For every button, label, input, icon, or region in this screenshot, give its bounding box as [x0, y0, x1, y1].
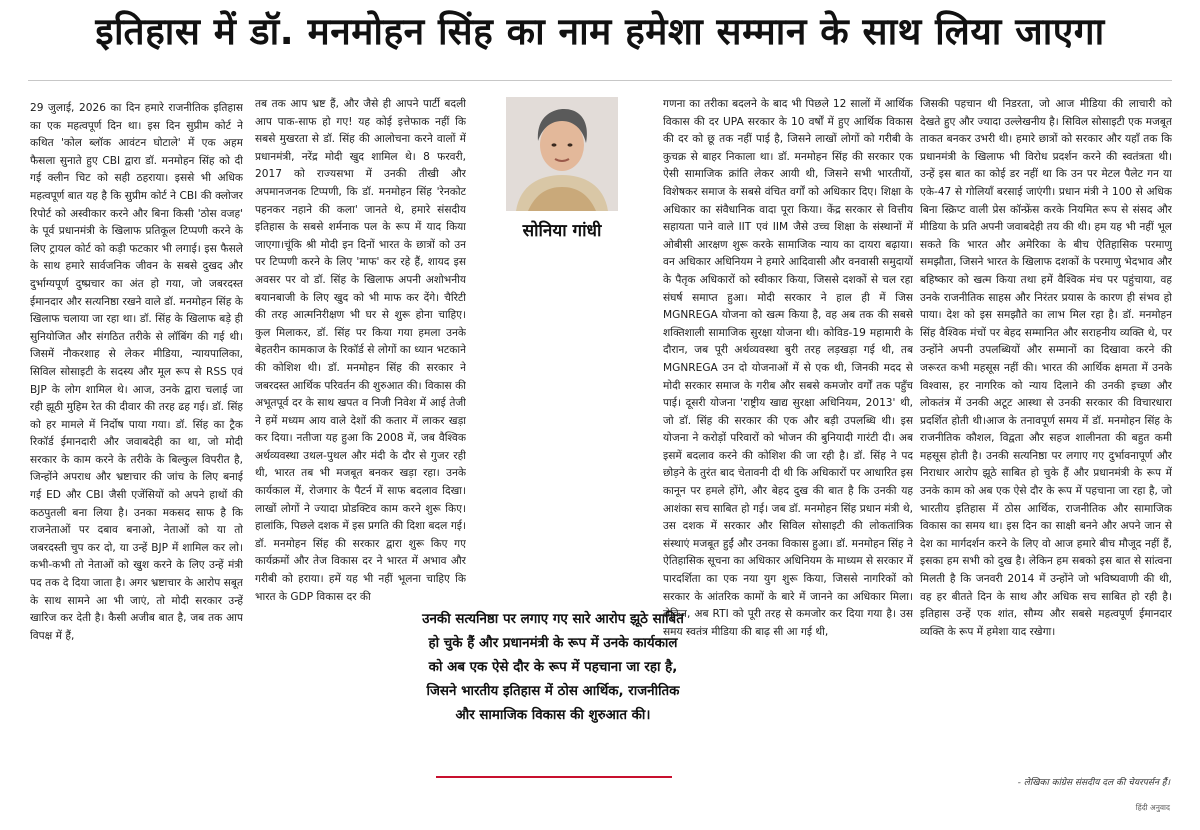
headline: इतिहास में डॉ. मनमोहन सिंह का नाम हमेशा सम्मान के साथ लिया जाएगा	[95, 10, 1105, 53]
headline-rule	[28, 80, 1172, 81]
article-column-3	[663, 96, 913, 786]
article-column-4	[920, 96, 1172, 766]
column-2-text: तब तक आप भ्रष्ट हैं, और जैसे ही आपने पार्टी बदली आप पाक-साफ हो गए! यह कोई इत्तेफाक नहीं कि सबसे मुखरता से डॉ. सिंह की आलोचना करने वालों में प्रधानमंत्री, नरेंद्र मोदी खुद शामिल थे। 8 फरवरी, 2017 को राज्यसभा में उनकी तीखी और अपमानजनक टिप्पणी, कि डॉ. मनमोहन सिंह 'रेनकोट पहनकर नहाने की कला' जानते थे, हमारे संसदीय इतिहास के सबसे शर्मनाक पल के रूप में याद किया जाएगा।चूंकि श्री मोदी इन दिनों भारत के छात्रों को उन पर टिप्पणी करने के लिए 'माफ' कर रहे हैं, शायद इस अवसर पर वो डॉ. सिंह के खिलाफ अपनी अशोभनीय बयानबाजी के लिए खुद को भी माफ कर देंगे। चैरिटी की तरह आत्मनिरीक्षण भी घर से शुरू होना चाहिए। कुल मिलाकर, डॉ. सिंह पर किया गया हमला उनके बेहतरीन कामकाज के रिकॉर्ड से लोगों का ध्यान भटकाने की कोशिश थी। डॉ. मनमोहन सिंह की सरकार ने जबरदस्त आर्थिक परिवर्तन की शुरुआत की। विकास की अभूतपूर्व दर के साथ खपत व निजी निवेश में आई तेजी ने हमें मध्यम आय वाले देशों की कतार में लाकर खड़ा कर दिया। नतीजा यह हुआ कि 2008 में, जब वैश्विक अर्थव्यवस्था उथल-पुथल और मंदी के दौर से गुजर रही थी, भारत तब भी मजबूत बनकर खड़ा रहा। उनके कार्यकाल में, रोजगार के पैटर्न में साफ बदलाव दिखा। लाखों लोगों ने ज्यादा प्रोडक्टिव काम करने शुरू किए। हालांकि, पिछले दशक में इस प्रगति की दिशा बदल गई। डॉ. मनमोहन सिंह की सरकार द्वारा शुरू किए गए कार्यक्रमों और तेज विकास दर ने भारत में अभाव और गरीबी को हराया। हमें यह भी नहीं भूलना चाहिए कि भारत के GDP विकास दर की	[255, 98, 466, 603]
author-photo	[506, 97, 618, 211]
column-3-text: गणना का तरीका बदलने के बाद भी पिछले 12 सालों में आर्थिक विकास की दर UPA सरकार के 10 वर्षों में हुए आर्थिक विकास की दर को छू तक नहीं पाई है, जिसने लाखों लोगों को गरीबी के कुचक्र से बाहर निकाला था। डॉ. मनमोहन सिंह की सरकार एक ऐसी सामाजिक क्रांति लेकर आयी थी, जिसने सभी भारतीयों, विशेषकर समाज के सबसे वंचित वर्गों को अधिकार दिए। शिक्षा के अधिकार का संवैधानिक वादा पूरा किया। केंद्र सरकार से वित्तीय सहायता पाने वाले IIT एवं IIM जैसे उच्च शिक्षा के संस्थानों में ओबीसी आरक्षण शुरू करके सामाजिक न्याय का दायरा बढ़ाया। वन अधिकार अधिनियम ने हमारे आदिवासी और वनवासी समुदायों के पैतृक अधिकारों को स्वीकार किया, जिससे दशकों से चल रहा संघर्ष समाप्त हुआ। मोदी सरकार ने हाल ही में जिस MGNREGA योजना को खत्म किया है, वह अब तक की सबसे शक्तिशाली सामाजिक सुरक्षा योजना थी। कोविड-19 महामारी के दौरान, जब पूरी अर्थव्यवस्था बुरी तरह लड़खड़ा गई थी, तब MGNREGA उन दो योजनाओं में से एक थी, जिनकी मदद से मोदी सरकार समाज के गरीब और सबसे कमजोर वर्गों तक पहुँच पाई। दूसरी योजना 'राष्ट्रीय खाद्य सुरक्षा अधिनियम, 2013' थी, जो डॉ. सिंह की सरकार की एक और बड़ी उपलब्धि थी। इस योजना ने करोड़ों परिवारों को भोजन की बुनियादी गारंटी दी। अब इसमें बदलाव करने की कोशिश की जा रही है। डॉ. सिंह ने पद छोड़ने के तुरंत बाद चेतावनी दी थी कि अधिकारों पर आधारित इस कानून पर हमले होंगे, और बेहद दुख की बात है कि उनकी यह आशंका सच साबित हो गई। जब डॉ. मनमोहन सिंह प्रधान मंत्री थे, उस दशक में सरकार और सिविल सोसाइटी की लोकतांत्रिक संस्थाएं मजबूत हुईं और उनका विकास हुआ। डॉ. मनमोहन सिंह ने ऐतिहासिक सूचना का अधिकार अधिनियम के माध्यम से सरकार में पारदर्शिता का एक नया युग शुरू किया, जिससे नागरिकों को सरकार के आंतरिक कामों के बारे में जानने का अधिकार मिला। लेकिन, अब RTI को पूरी तरह से कमजोर कर दिया गया है। उस समय स्वतंत्र मीडिया की बाढ़ सी आ गई थी,	[663, 98, 913, 638]
column-1-text: 29 जुलाई, 2026 का दिन हमारे राजनीतिक इतिहास का एक महत्वपूर्ण दिन था। इस दिन सुप्रीम कोर्ट ने कथित 'कोल ब्लॉक आवंटन घोटाले' में एक अहम फैसला सुनाते हुए CBI द्वारा डॉ. मनमोहन सिंह को दी गई क्लीन चिट को सही ठहराया। इससे भी अधिक महत्वपूर्ण बात यह है कि सुप्रीम कोर्ट ने CBI की क्लोजर रिपोर्ट को अस्वीकार करने और बिना किसी 'ठोस वजह' के पूर्व प्रधानमंत्री के खिलाफ प्रतिकूल टिप्पणी करने के लिए ट्रायल कोर्ट को कड़ी फटकार भी लगाई। इस फैसले के साथ हमारे सार्वजनिक जीवन के सबसे दुखद और दुर्भाग्यपूर्ण दुष्प्रचार का अंत हो गया, जो जबरदस्त ईमानदार और सत्यनिष्ठा रखने वाले डॉ. मनमोहन सिंह के खिलाफ चलाया जा रहा था। डॉ. सिंह के खिलाफ बड़े ही सुनियोजित और संगठित तरीके से लॉबिंग की गई थी। जिसमें नौकरशाह से लेकर मीडिया, न्यायपालिका, सिविल सोसाइटी के सदस्य और मूल रूप से RSS एवं BJP के लोग शामिल थे। आज, उनके द्वारा चलाई जा रही झूठी मुहिम रेत की दीवार की तरह ढह गई। डॉ. सिंह को हर मामले में निर्दोष पाया गया। डॉ. सिंह का ट्रैक रिकॉर्ड ईमानदारी और जवाबदेही का था, जो मोदी सरकार के काम करने के तरीके के बिल्कुल विपरीत है, जिन्होंने अपराध और भ्रष्टाचार की जांच के लिए बनाई गई ED और CBI जैसी एजेंसियों को अपने हाथों की कठपुतली बना लिया है। उनका मकसद साफ है कि राजनेताओं पर दबाव बनाओ, नेताओं को या तो जबरदस्ती चुप कर दो, या उन्हें BJP में शामिल कर लो। कभी-कभी तो नेताओं को खुश करने के लिए उन्हें मंत्री पद तक दे दिया जाता है। अगर भ्रष्टाचार के आरोप सबूत के साथ सामने आ भी जाएं, तो मोदी सरकार उन्हें खारिज कर देती है। कैसी अजीब बात है, जब तक आप विपक्ष में हैं,	[30, 102, 243, 642]
pull-quote: उनकी सत्यनिष्ठा पर लगाए गए सारे आरोप झूठे साबित हो चुके हैं और प्रधानमंत्री के रूप में उनके कार्यकाल को अब एक ऐसे दौर के रूप में पहचाना जा रहा है, जिसने भारतीय इतिहास में ठोस आर्थिक, राजनीतिक और सामाजिक विकास की शुरुआत की।	[422, 612, 684, 723]
column-4-text: जिसकी पहचान थी निडरता, जो आज मीडिया की लाचारी को देखते हुए और ज्यादा उल्लेखनीय है। सिविल सोसाइटी एक मजबूत ताकत बनकर उभरी थी। हमारे छात्रों को सरकार और यहाँ तक कि प्रधानमंत्री के खिलाफ भी विरोध प्रदर्शन करने की स्वतंत्रता थी। उन्हें इस बात का कोई डर नहीं था कि उन पर मेटल पैलेट गन या एके-47 से गोलियाँ बरसाई जाएंगी। प्रधान मंत्री ने 100 से अधिक बिना स्क्रिप्ट वाली प्रेस कॉन्फ्रेंस करके नियमित रूप से संसद और मीडिया के प्रति अपनी जवाबदेही तय की थी। हम यह भी नहीं भूल सकते कि भारत और अमेरिका के बीच ऐतिहासिक परमाणु समझौता, जिसने भारत के खिलाफ दशकों के परमाणु भेदभाव और बहिष्कार को खत्म किया तथा हमें वैश्विक मंच पर पहुंचाया, वह उनके राजनीतिक साहस और निरंतर प्रयास के कारण ही संभव हो पाया। देश को इस समझौते का लाभ मिल रहा है। डॉ. मनमोहन सिंह वैश्विक मंचों पर बेहद सम्मानित और सराहनीय व्यक्ति थे, पर उन्होंने अपनी उपलब्धियों और सम्मानों का दिखावा करने की जरूरत कभी महसूस नहीं की। भारत की आर्थिक क्षमता में उनके विश्वास, हर नागरिक को न्याय दिलाने की उनकी इच्छा और लोकतंत्र में उनकी अटूट आस्था से उनकी सरकार की विचारधारा प्रदर्शित होती थी।आज के तनावपूर्ण समय में डॉ. मनमोहन सिंह के राजनीतिक कौशल, विद्वता और सहज शालीनता की बहुत कमी महसूस होती है। उनकी सत्यनिष्ठा पर लगाए गए दुर्भावनापूर्ण और निराधार आरोप झूठे साबित हो चुके हैं और प्रधानमंत्री के रूप में उनके काम को अब एक ऐसे दौर के रूप में पहचाना जा रहा है, जो भारतीय इतिहास में ठोस आर्थिक, राजनीतिक और सामाजिक विकास का समय था। इस दिन का साक्षी बनने और अपने जान से देश का मार्गदर्शन करने के लिए वो आज हमारे बीच मौजूद नहीं हैं, इसका हम सभी को दुख है। लेकिन हम सबको इस बात से सांत्वना मिलती है कि जनवरी 2014 में उन्होंने जो भविष्यवाणी की थी, वह हर बीतते दिन के साथ और अधिक सच साबित हो रही है। इतिहास उन्हें एक शांत, सौम्य और सबसे महत्वपूर्ण ईमानदार व्यक्ति के रूप में हमेशा याद रखेगा।	[920, 98, 1172, 638]
pull-quote-rule	[436, 776, 672, 778]
photo-caption: सोनिया गांधी	[522, 221, 602, 241]
author-note: - लेखिका कांग्रेस संसदीय दल की चेयरपर्सन हैं।	[1017, 778, 1170, 788]
translation-note: हिंदी अनुवाद	[1135, 803, 1170, 812]
article-column-1	[30, 100, 243, 790]
author-portrait-image	[506, 97, 618, 211]
